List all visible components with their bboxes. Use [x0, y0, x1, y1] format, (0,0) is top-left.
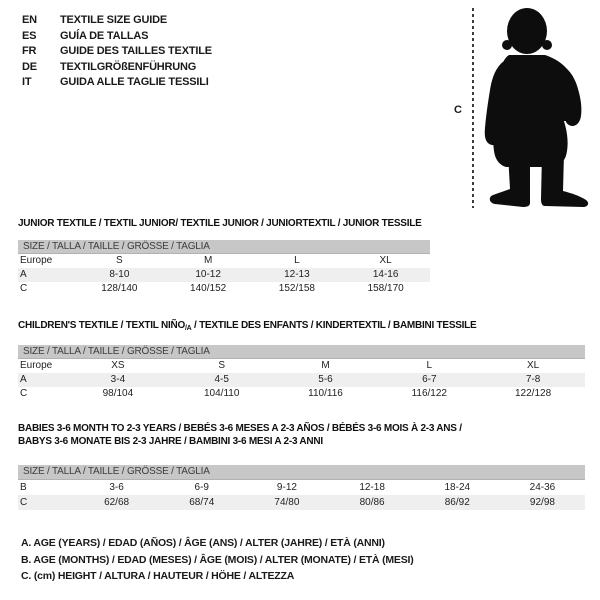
size-header-bar: SIZE / TALLA / TAILLE / GRÖSSE / TAGLIA [18, 465, 585, 480]
size-cell: XL [526, 360, 540, 371]
table-row-height [18, 495, 585, 510]
row-label: Europe [20, 360, 53, 371]
size-cell: XL [379, 255, 392, 266]
children-title-sub: /A [184, 325, 192, 332]
age-cell: 4-5 [214, 374, 229, 385]
months-cell: 12-18 [359, 482, 385, 493]
size-cell: L [294, 255, 300, 266]
months-cell: 24-36 [529, 482, 556, 493]
language-row-it [22, 75, 212, 91]
row-label: C [20, 388, 28, 399]
height-cell: 140/152 [190, 283, 227, 294]
age-cell: 7-8 [525, 374, 541, 385]
language-row-en [22, 13, 212, 29]
children-title-part2: / TEXTILE DES ENFANTS / KINDERTEXTIL / BAMBINI TESSILE [191, 320, 477, 331]
table-row-europe [18, 254, 430, 268]
table-row-months [18, 480, 585, 495]
table-row-age [18, 373, 585, 387]
height-cell: 80/86 [359, 497, 385, 508]
height-cell: 74/80 [274, 497, 300, 508]
language-row-de [22, 60, 212, 76]
size-header-bar: SIZE / TALLA / TAILLE / GRÖSSE / TAGLIA [18, 345, 585, 359]
row-label: C [20, 283, 28, 294]
footnote-age-months: B. AGE (MONTHS) / EDAD (MESES) / ÂGE (MOIS) / ALTER (MONATE) / ETÀ (MESI) [21, 553, 414, 566]
height-cell: 122/128 [515, 388, 552, 399]
height-measure-label: C [454, 104, 462, 116]
guide-title-de: TEXTILGRÖßENFÜHRUNG [60, 60, 197, 73]
height-cell: 86/92 [444, 497, 470, 508]
legend-footnotes [21, 535, 414, 585]
language-code: IT [22, 76, 32, 88]
language-code: ES [22, 29, 37, 42]
table-row-europe [18, 359, 585, 373]
size-cell: L [426, 360, 433, 371]
babies-title-line2: BABYS 3-6 MONATE BIS 2-3 JAHRE / BAMBINI 3-6 MESI A 2-3 ANNI [18, 436, 323, 447]
guide-title-fr: GUIDE DES TAILLES TEXTILE [60, 45, 212, 57]
table-row-height [18, 282, 430, 296]
size-cell: S [218, 360, 226, 371]
age-cell: 8-10 [109, 269, 130, 280]
babies-table-title [18, 422, 498, 448]
size-cell: M [203, 255, 213, 266]
children-table-title [18, 320, 476, 332]
age-cell: 5-6 [318, 374, 333, 385]
language-list [22, 13, 212, 91]
height-dashed-line [472, 8, 474, 208]
language-row-fr [22, 44, 212, 60]
height-cell: 110/116 [308, 388, 343, 399]
height-cell: 98/104 [102, 388, 134, 399]
language-code: DE [22, 60, 37, 73]
age-cell: 6-7 [422, 374, 437, 385]
language-code: EN [22, 14, 37, 26]
height-cell: 62/68 [104, 497, 130, 508]
size-cell: XS [111, 360, 125, 371]
height-cell: 158/170 [367, 283, 404, 294]
months-cell: 3-6 [109, 482, 124, 493]
row-label: Europe [20, 255, 53, 266]
junior-size-table [18, 240, 430, 296]
row-label: C [20, 497, 28, 508]
height-cell: 128/140 [101, 283, 138, 294]
footnote-height: C. (cm) HEIGHT / ALTURA / HAUTEUR / HÖHE / ALTEZZA [21, 570, 295, 582]
guide-title-it: GUIDA ALLE TAGLIE TESSILI [60, 76, 209, 88]
age-cell: 3-4 [110, 374, 126, 385]
guide-title-en: TEXTILE SIZE GUIDE [60, 14, 168, 26]
size-cell: M [321, 360, 330, 371]
baby-silhouette-icon [484, 5, 596, 211]
row-label: A [20, 269, 27, 280]
months-cell: 18-24 [444, 482, 471, 493]
table-row-height [18, 387, 585, 401]
table-row-age [18, 268, 430, 282]
age-cell: 14-16 [372, 269, 399, 280]
children-size-table [18, 345, 585, 401]
size-cell: S [116, 255, 123, 266]
height-cell: 152/158 [278, 283, 315, 294]
height-cell: 92/98 [529, 497, 555, 508]
size-header-bar: SIZE / TALLA / TAILLE / GRÖSSE / TAGLIA [18, 240, 430, 254]
months-cell: 9-12 [276, 482, 297, 493]
height-cell: 104/110 [203, 388, 240, 399]
row-label: B [20, 482, 27, 493]
children-title-part1: CHILDREN'S TEXTILE / TEXTIL NIÑO [18, 320, 185, 331]
babies-size-table [18, 465, 585, 510]
height-cell: 116/122 [411, 388, 447, 399]
months-cell: 6-9 [194, 482, 209, 493]
language-row-es [22, 29, 212, 45]
footnote-age-years: A. AGE (YEARS) / EDAD (AÑOS) / ÂGE (ANS) / ALTER (JAHRE) / ETÀ (ANNI) [21, 537, 385, 549]
row-label: A [20, 374, 27, 385]
age-cell: 10-12 [195, 269, 221, 280]
height-cell: 68/74 [189, 497, 215, 508]
junior-table-title: JUNIOR TEXTILE / TEXTIL JUNIOR/ TEXTILE JUNIOR / JUNIORTEXTIL / JUNIOR TESSILE [18, 218, 422, 229]
language-code: FR [22, 45, 37, 57]
babies-title-line1: BABIES 3-6 MONTH TO 2-3 YEARS / BEBÉS 3-6 MESES A 2-3 AÑOS / BÉBÉS 3-6 MOIS À 2-3 ANS / [18, 423, 462, 434]
age-cell: 12-13 [284, 269, 310, 280]
guide-title-es: GUÍA DE TALLAS [60, 29, 149, 42]
